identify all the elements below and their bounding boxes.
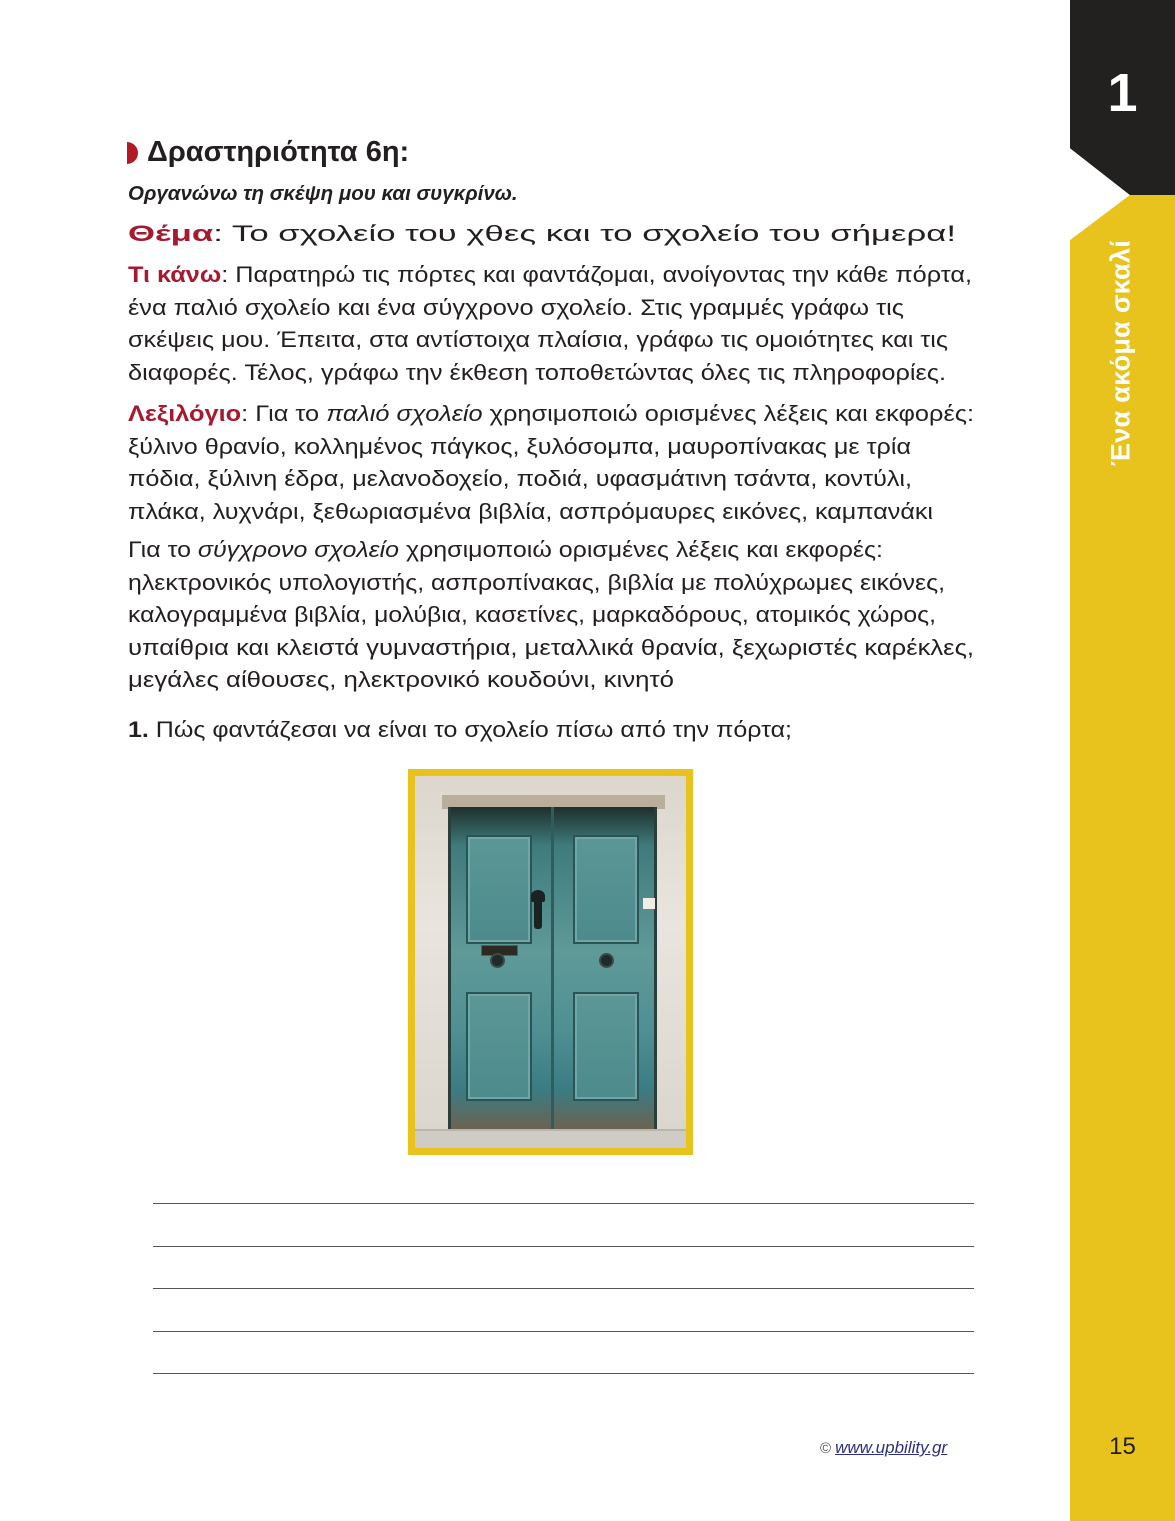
instructions-line (128, 259, 972, 292)
vocabulary-modern-line: υπαίθρια και κλειστά γυμναστήρια, μεταλλικά θρανία, ξεχωριστές καρέκλες, (128, 634, 974, 660)
page-number: 15 (1109, 1433, 1136, 1460)
door-photo (408, 769, 693, 1155)
old-school-term: παλιό σχολείο (326, 401, 483, 426)
theme-text: : Το σχολείο του χθες και το σχολείο του σήμερα! (213, 221, 956, 246)
door-step (415, 1129, 686, 1148)
vocabulary-modern-intro-text: χρησιμοποιώ ορισμένες λέξεις και εκφορές: (399, 537, 883, 562)
vocabulary-modern-line: μεγάλες αίθουσες, ηλεκτρονικό κουδούνι, κινητό (128, 667, 674, 693)
instructions-paragraph (128, 259, 1028, 389)
vocabulary-modern-line: καλογραμμένα βιβλία, μολύβια, κασετίνες, μαρκαδόρους, ατομικός χώρος, (128, 602, 936, 628)
instructions-line: διαφορές. Τέλος, γράφω την έκθεση τοποθετώντας όλες τις πληροφορίες. (128, 359, 946, 385)
theme-paragraph (128, 218, 1028, 251)
mail-slot (481, 945, 518, 956)
door-panel (573, 835, 639, 944)
vocabulary-modern-intro-text: Για το (128, 537, 198, 562)
doorbell (643, 898, 655, 909)
copyright-symbol: © (820, 1440, 832, 1457)
answer-line[interactable] (153, 1373, 974, 1374)
chapter-title: Ένα ακόμα σκαλί (1105, 239, 1136, 467)
vocabulary-old-line: ξύλινο θρανίο, κολλημένος πάγκος, ξυλόσομπα, μαυροπίνακας με τρία (128, 433, 911, 459)
theme-line (128, 218, 956, 251)
vocabulary-label: Λεξιλόγιο (128, 401, 242, 426)
half-circle-bullet-icon (127, 142, 138, 164)
door-knocker-handle (534, 895, 542, 929)
vocabulary-old-line: πλάκα, λυχνάρι, ξεθωριασμένα βιβλία, ασπρόμαυρες εικόνες, καμπανάκι (128, 498, 933, 524)
instructions-text: : Παρατηρώ τις πόρτες και φαντάζομαι, ανοίγοντας την κάθε πόρτα, (221, 262, 972, 287)
vocabulary-intro-line (128, 398, 974, 431)
answer-line[interactable] (153, 1288, 974, 1289)
chapter-number: 1 (1107, 63, 1138, 123)
door-panel (466, 835, 532, 944)
activity-heading (127, 136, 409, 169)
door-knob-icon (492, 955, 503, 966)
door-split (551, 807, 554, 1129)
question-number: 1. (128, 717, 149, 742)
answer-line[interactable] (153, 1203, 974, 1204)
door-illustration (448, 807, 657, 1129)
instructions-line: ένα παλιό σχολείο και ένα σύγχρονο σχολείο. Στις γραμμές γράφω τις (128, 294, 904, 320)
answer-line[interactable] (153, 1331, 974, 1332)
vocabulary-modern-paragraph (128, 534, 1028, 697)
modern-school-term: σύγχρονο σχολείο (197, 537, 400, 562)
activity-title: Δραστηριότητα 6η: (147, 136, 410, 168)
footer (820, 1438, 947, 1458)
website-link[interactable]: www.upbility.gr (835, 1438, 948, 1457)
instructions-line: σκέψεις μου. Έπειτα, στα αντίστοιχα πλαίσια, γράφω τις ομοιότητες και τις (128, 327, 949, 353)
theme-label: Θέμα (128, 221, 214, 246)
door-photo-image (415, 776, 686, 1148)
instructions-label: Τι κάνω (128, 262, 222, 287)
door-panel (466, 992, 532, 1101)
question-text: Πώς φαντάζεσαι να είναι το σχολείο πίσω από την πόρτα; (148, 717, 793, 742)
question-1 (128, 715, 792, 745)
vocabulary-modern-intro-line (128, 534, 883, 567)
door-panel (573, 992, 639, 1101)
answer-line[interactable] (153, 1246, 974, 1247)
vocabulary-old-paragraph (128, 398, 1028, 528)
activity-subtitle: Οργανώνω τη σκέψη μου και συγκρίνω. (128, 182, 518, 205)
door-knob-icon (601, 955, 612, 966)
vocabulary-modern-line: ηλεκτρονικός υπολογιστής, ασπροπίνακας, βιβλία με πολύχρωμες εικόνες, (128, 569, 945, 595)
vocabulary-intro-text: χρησιμοποιώ ορισμένες λέξεις και εκφορές: (482, 401, 974, 426)
vocabulary-old-line: πόδια, ξύλινη έδρα, μελανοδοχείο, ποδιά, υφασμάτινη τσάντα, κοντύλι, (128, 466, 912, 492)
vocabulary-intro-text: : Για το (241, 401, 327, 426)
